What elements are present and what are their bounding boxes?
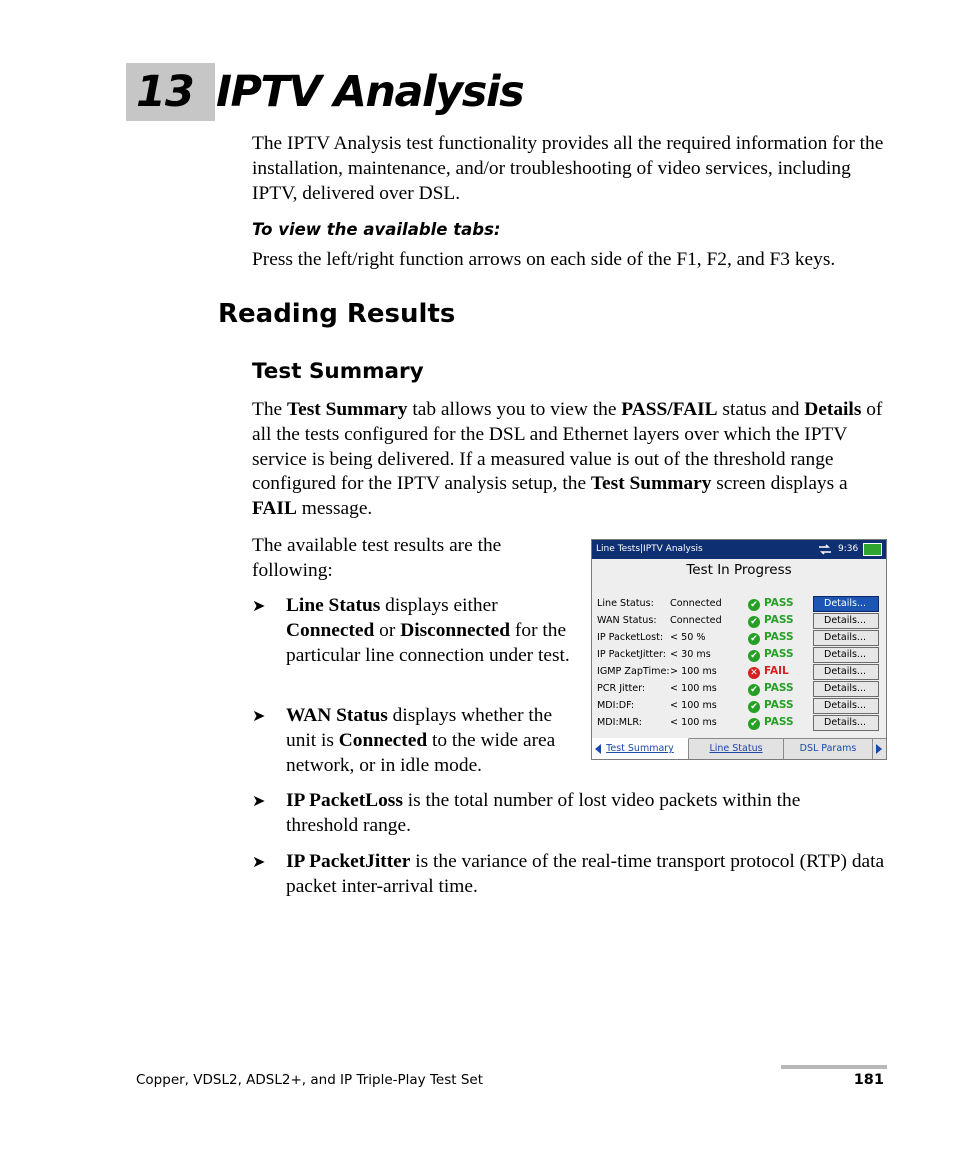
- result-row: IP PacketLost: < 50 % ✔ PASS Details...: [592, 629, 886, 646]
- details-button[interactable]: Details...: [813, 647, 879, 663]
- details-button[interactable]: Details...: [813, 630, 879, 646]
- procedure-heading: To view the available tabs:: [252, 220, 501, 239]
- footer-text: Copper, VDSL2, ADSL2+, and IP Triple-Play Test Set: [136, 1072, 484, 1088]
- arrow-right-icon[interactable]: [876, 744, 882, 754]
- fail-x-icon: ✕: [748, 667, 760, 679]
- details-button[interactable]: Details...: [813, 664, 879, 680]
- bullet-arrow-icon: ➤: [252, 598, 266, 615]
- status-badge: ✔ PASS: [748, 714, 794, 731]
- sub-heading: Test Summary: [252, 359, 424, 384]
- bold-details: Details: [804, 399, 862, 420]
- tab-test-summary[interactable]: Test Summary: [592, 738, 689, 759]
- bold-fail: FAIL: [252, 498, 297, 520]
- details-button[interactable]: Details...: [813, 613, 879, 629]
- pass-check-icon: ✔: [748, 633, 760, 645]
- device-time: 9:36: [838, 544, 859, 554]
- details-button[interactable]: Details...: [813, 715, 879, 731]
- test-progress-label: Test In Progress: [686, 562, 792, 578]
- available-results-text: The available test results are the following:: [252, 535, 502, 581]
- chapter-title: IPTV Analysis: [216, 67, 524, 117]
- bullet-line-status: Line Status displays either Connected or Disconnected for the particular line connection under test.: [286, 595, 570, 666]
- battery-icon: [863, 543, 882, 556]
- pass-check-icon: ✔: [748, 684, 760, 696]
- summary-paragraph: The Test Summary tab allows you to view the PASS/FAIL status and Details of all the tests configured for the DSL and Ethernet layers over which the IPTV service is being delivered. If a measured value is out of the threshold range configured for the IPTV analysis setup, the Test Summary screen displays a FAIL message.: [252, 399, 883, 520]
- tab-dsl-params[interactable]: DSL Params: [784, 739, 873, 759]
- bullet-wan-status: WAN Status displays whether the unit is Connected to the wide area network, or in idle mode.: [286, 705, 556, 776]
- device-tab-bar: [592, 738, 886, 760]
- bold-test-summary: Test Summary: [287, 399, 408, 420]
- footer-rule: [781, 1065, 887, 1069]
- arrow-left-icon[interactable]: [595, 744, 601, 754]
- bullet-ip-packetjitter: IP PacketJitter is the variance of the real-time transport protocol (RTP) data packet inter-arrival time.: [286, 851, 885, 897]
- network-icon: [818, 544, 832, 555]
- section-heading: Reading Results: [218, 299, 456, 329]
- bullet-arrow-icon: ➤: [252, 793, 266, 810]
- result-row: MDI:DF: < 100 ms ✔ PASS Details...: [592, 697, 886, 714]
- bold-pass-fail: PASS/FAIL: [621, 399, 718, 420]
- details-button[interactable]: Details...: [813, 596, 879, 612]
- bullet-arrow-icon: ➤: [252, 708, 266, 725]
- result-row: Line Status: Connected ✔ PASS Details...: [592, 595, 886, 612]
- status-badge: ✔ PASS: [748, 697, 794, 714]
- pass-check-icon: ✔: [748, 650, 760, 662]
- result-row: IGMP ZapTime: > 100 ms ✕ FAIL Details...: [592, 663, 886, 680]
- pass-check-icon: ✔: [748, 599, 760, 611]
- status-badge: ✔ PASS: [748, 629, 794, 646]
- bullet-arrow-icon: ➤: [252, 854, 266, 871]
- intro-paragraph: The IPTV Analysis test functionality provides all the required information for the installation, maintenance, and/or troubleshooting of video services, including IPTV, delivered over DSL.: [252, 133, 884, 204]
- result-row: WAN Status: Connected ✔ PASS Details...: [592, 612, 886, 629]
- status-badge: ✔ PASS: [748, 646, 794, 663]
- device-title: Line Tests|IPTV Analysis: [596, 544, 703, 554]
- page-number: 181: [853, 1072, 884, 1088]
- details-button[interactable]: Details...: [813, 698, 879, 714]
- details-button[interactable]: Details...: [813, 681, 879, 697]
- bullet-ip-packetloss: IP PacketLoss is the total number of lost video packets within the threshold range.: [286, 790, 801, 836]
- pass-check-icon: ✔: [748, 701, 760, 713]
- status-badge: ✕ FAIL: [748, 663, 789, 680]
- result-row: MDI:MLR: < 100 ms ✔ PASS Details...: [592, 714, 886, 731]
- device-screen: [591, 539, 887, 760]
- status-badge: ✔ PASS: [748, 595, 794, 612]
- device-titlebar: [592, 540, 886, 559]
- result-row: PCR Jitter: < 100 ms ✔ PASS Details...: [592, 680, 886, 697]
- pass-check-icon: ✔: [748, 616, 760, 628]
- bold-test-summary-2: Test Summary: [590, 473, 712, 495]
- result-row: IP PacketJitter: < 30 ms ✔ PASS Details...: [592, 646, 886, 663]
- status-badge: ✔ PASS: [748, 612, 794, 629]
- chapter-number: 13: [136, 67, 194, 117]
- procedure-text: Press the left/right function arrows on each side of the F1, F2, and F3 keys.: [252, 249, 836, 270]
- pass-check-icon: ✔: [748, 718, 760, 730]
- status-badge: ✔ PASS: [748, 680, 794, 697]
- tab-line-status[interactable]: Line Status: [689, 739, 784, 759]
